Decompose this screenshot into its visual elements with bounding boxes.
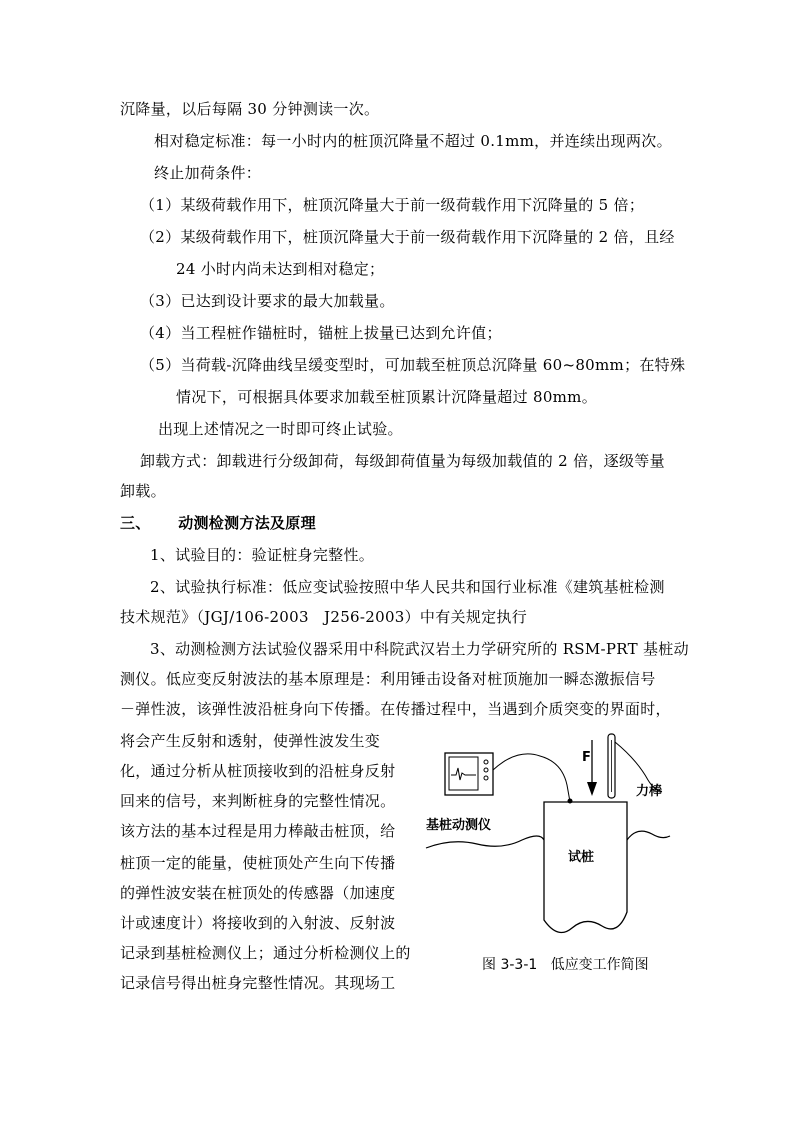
text-line: 回来的信号，来判断桩身的完整性情况。 [120,792,396,810]
section-heading: 三、 动测检测方法及原理 [120,514,316,532]
force-label: F [582,750,591,765]
instrument-label: 基桩动测仪 [426,818,492,833]
figure-caption: 图 3-3-1 低应变工作简图 [482,957,649,973]
text-line: 将会产生反射和透射，使弹性波发生变 [120,732,381,750]
list-item: （2）某级荷载作用下，桩顶沉降量大于前一级荷载作用下沉降量的 2 倍，且经 [140,228,675,246]
diagram-svg [422,730,672,990]
text-line: 3、动测检测方法试验仪器采用中科院武汉岩土力学研究所的 RSM-PRT 基桩动 [150,640,689,658]
text-line: 该方法的基本过程是用力棒敲击桩顶，给 [120,822,396,840]
list-item: （1）某级荷载作用下，桩顶沉降量大于前一级荷载作用下沉降量的 5 倍； [140,196,645,214]
sensor-icon [568,799,573,804]
list-item-continuation: 情况下，可根据具体要求加载至桩顶累计沉降量超过 80mm。 [176,388,598,406]
sensor-cable [493,754,570,802]
text-line: 的弹性波安装在桩顶处的传感器（加速度 [120,884,396,902]
text-line: 2、试验执行标准：低应变试验按照中华人民共和国行业标准《建筑基桩检测 [150,578,665,596]
ground-line-right [627,831,670,840]
text-line: 记录到基桩检测仪上；通过分析检测仪上的 [120,944,411,962]
text-line: －弹性波，该弹性波沿桩身向下传播。在传播过程中，当遇到介质突变的界面时， [120,700,671,718]
test-pile [544,802,627,933]
text-line: 卸载方式：卸载进行分级卸荷，每级卸荷值量为每级加载值的 2 倍，逐级等量 [140,452,665,470]
text-line: 技术规范》（JGJ/106-2003 J256-2003）中有关规定执行 [120,608,528,626]
pile-label: 试桩 [568,850,595,865]
force-arrow-head [587,782,597,796]
ground-line-left [426,836,544,848]
text-line: 卸载。 [120,482,166,500]
text-line: 相对稳定标准：每一小时内的桩顶沉降量不超过 0.1mm，并连续出现两次。 [154,132,672,150]
text-line: 沉降量，以后每隔 30 分钟测读一次。 [120,100,380,118]
list-item-continuation: 24 小时内尚未达到相对稳定； [176,260,385,278]
text-line: 记录信号得出桩身完整性情况。其现场工 [120,974,396,992]
list-item: （5）当荷载-沉降曲线呈缓变型时，可加载至桩顶总沉降量 60~80mm；在特殊 [140,356,686,374]
text-line: 出现上述情况之一时即可终止试验。 [158,420,403,438]
text-line: 化，通过分析从桩顶接收到的沿桩身反射 [120,762,396,780]
text-line: 测仪。低应变反射波法的基本原理是：利用锤击设备对桩顶施加一瞬态激振信号 [120,670,656,688]
text-line: 1、试验目的：验证桩身完整性。 [150,546,375,564]
list-item: （4）当工程桩作锚桩时，锚桩上拔量已达到允许值； [140,324,502,342]
figure-low-strain-diagram [422,730,672,990]
text-line: 桩顶一定的能量，使桩顶处产生向下传播 [120,854,396,872]
text-line: 计或速度计）将接收到的入射波、反射波 [120,914,396,932]
list-item: （3）已达到设计要求的最大加载量。 [140,292,395,310]
hammer-rod-label: 力棒 [636,784,663,799]
text-line: 终止加荷条件： [154,164,262,182]
